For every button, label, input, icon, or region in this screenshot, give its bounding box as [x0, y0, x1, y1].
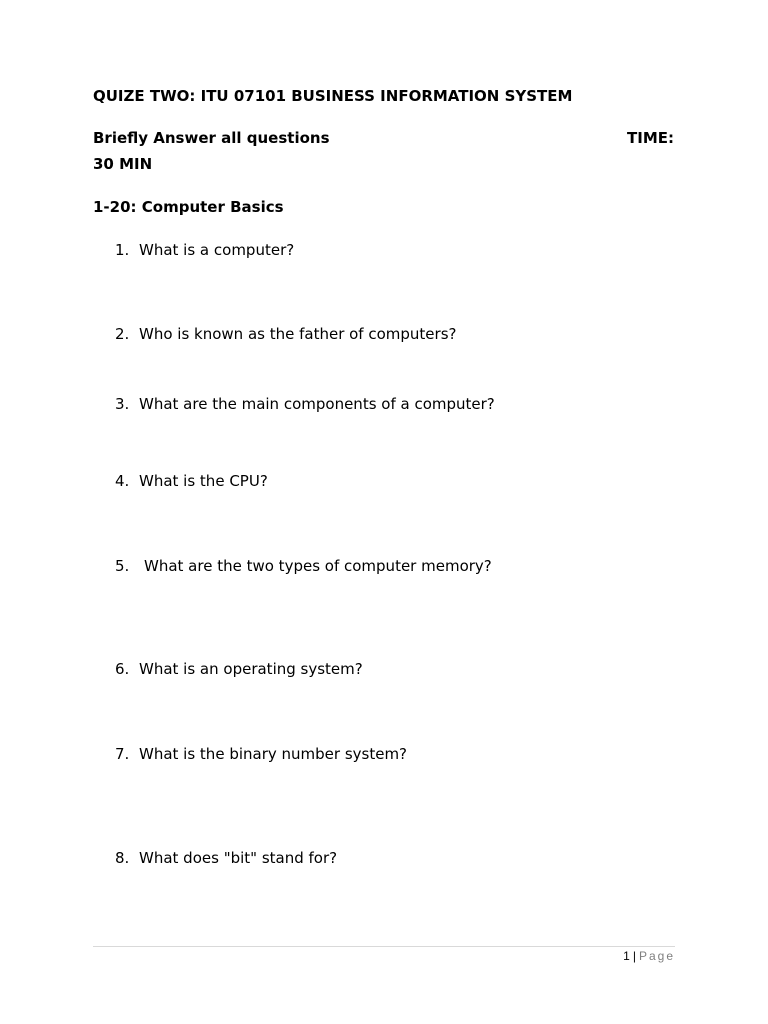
- question-item: [115, 241, 294, 259]
- page-footer: [623, 949, 675, 963]
- question-number: 7.: [115, 745, 130, 763]
- footer-separator: |: [632, 949, 636, 963]
- question-item: [115, 395, 495, 413]
- question-item: [115, 849, 337, 867]
- quiz-title: QUIZE TWO: ITU 07101 BUSINESS INFORMATION SYSTEM: [93, 87, 573, 105]
- question-text: What is an operating system?: [139, 660, 363, 678]
- question-item: [115, 745, 407, 763]
- question-item: [115, 557, 492, 575]
- question-text: What is a computer?: [139, 241, 295, 259]
- page-number: 1: [623, 949, 630, 963]
- time-value: 30 MIN: [93, 155, 153, 173]
- question-text: What are the main components of a computer?: [139, 395, 495, 413]
- question-text: What is the binary number system?: [139, 745, 408, 763]
- question-text: Who is known as the father of computers?: [139, 325, 457, 343]
- question-item: [115, 660, 363, 678]
- question-number: 5.: [115, 557, 130, 575]
- question-number: 2.: [115, 325, 130, 343]
- question-item: [115, 472, 268, 490]
- question-item: [115, 325, 456, 343]
- question-number: 1.: [115, 241, 130, 259]
- question-number: 3.: [115, 395, 130, 413]
- question-text: What are the two types of computer memory?: [144, 557, 492, 575]
- section-heading: 1-20: Computer Basics: [93, 198, 284, 216]
- footer-divider: [93, 946, 675, 947]
- question-number: 4.: [115, 472, 130, 490]
- question-text: What does "bit" stand for?: [139, 849, 338, 867]
- question-number: 6.: [115, 660, 130, 678]
- time-label: TIME:: [627, 129, 674, 147]
- page-label: Page: [638, 949, 675, 963]
- question-number: 8.: [115, 849, 130, 867]
- instruction-text: Briefly Answer all questions: [93, 129, 330, 147]
- question-text: What is the CPU?: [139, 472, 268, 490]
